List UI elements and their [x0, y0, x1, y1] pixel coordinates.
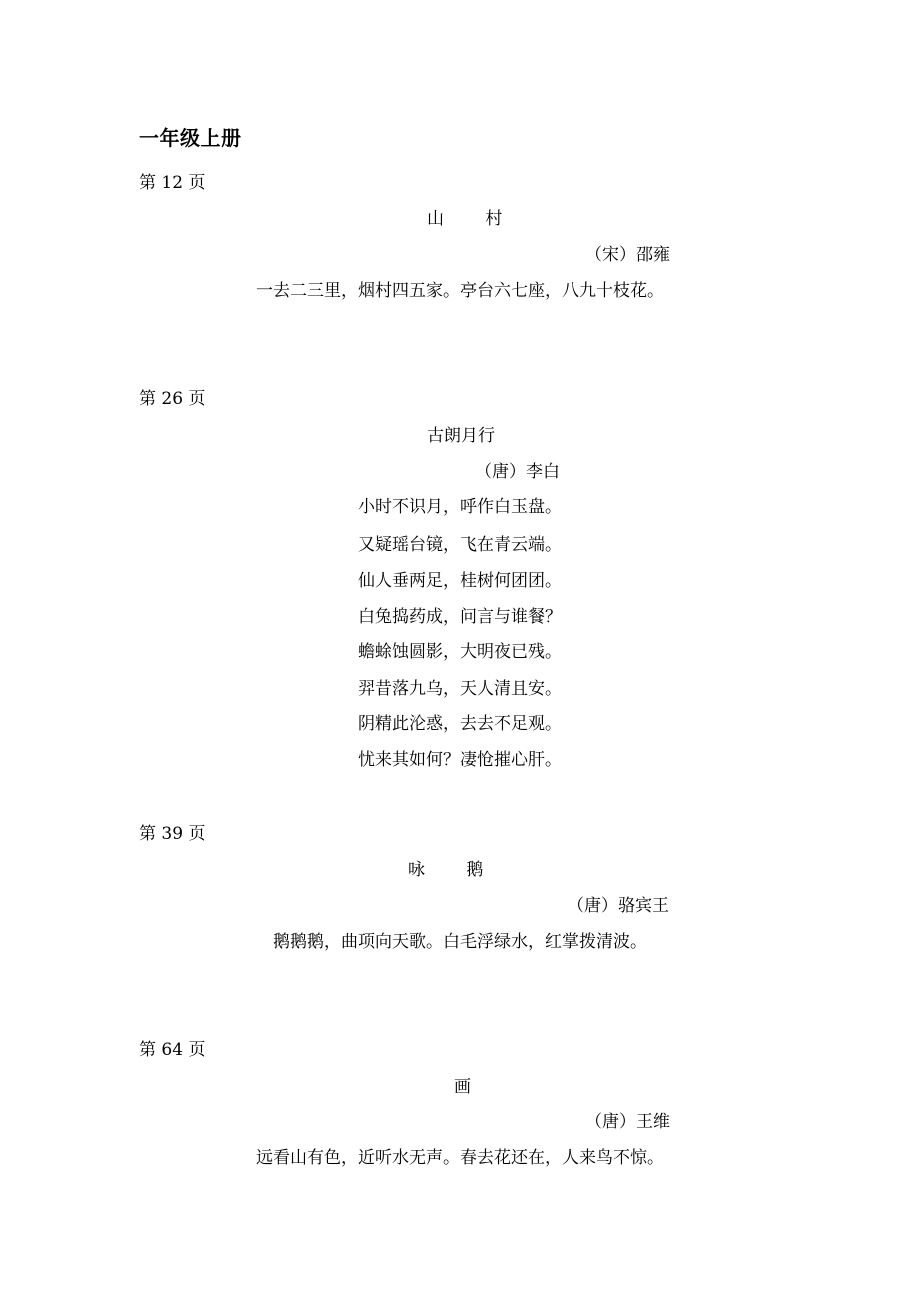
poem-line: 羿昔落九乌，天人清且安。 [358, 679, 562, 699]
poem-author: （唐）骆宾王 [567, 896, 669, 916]
document-heading: 一年级上册 [139, 126, 242, 150]
poem-line: 白兔捣药成，问言与谁餐？ [358, 607, 562, 627]
poem-line: 阴精此沦惑，去去不足观。 [358, 714, 562, 734]
page-label: 第 12 页 [139, 173, 206, 193]
poem-line: 又疑瑶台镜，飞在青云端。 [358, 535, 562, 555]
page-label: 第 26 页 [139, 389, 206, 409]
poem-line: 小时不识月，呼作白玉盘。 [358, 497, 562, 517]
poem-title: 山 村 [427, 209, 521, 229]
poem-title: 咏 鹅 [408, 860, 502, 880]
page-label: 第 64 页 [139, 1040, 206, 1060]
poem-title: 画 [454, 1077, 471, 1097]
poem-author: （宋）邵雍 [585, 245, 670, 265]
poem-line: 一去二三里，烟村四五家。亭台六七座，八九十枝花。 [256, 281, 664, 301]
poem-author: （唐）王维 [585, 1112, 670, 1132]
page-label: 第 39 页 [139, 824, 206, 844]
poem-line: 蟾蜍蚀圆影，大明夜已残。 [358, 642, 562, 662]
poem-line: 仙人垂两足，桂树何团团。 [358, 571, 562, 591]
poem-line: 远看山有色，近听水无声。春去花还在，人来鸟不惊。 [256, 1148, 664, 1168]
poem-line: 忧来其如何？凄怆摧心肝。 [358, 750, 562, 770]
poem-title: 古朗月行 [427, 426, 495, 446]
poem-author: （唐）李白 [475, 462, 560, 482]
poem-line: 鹅鹅鹅，曲项向天歌。白毛浮绿水，红掌拨清波。 [273, 932, 647, 952]
